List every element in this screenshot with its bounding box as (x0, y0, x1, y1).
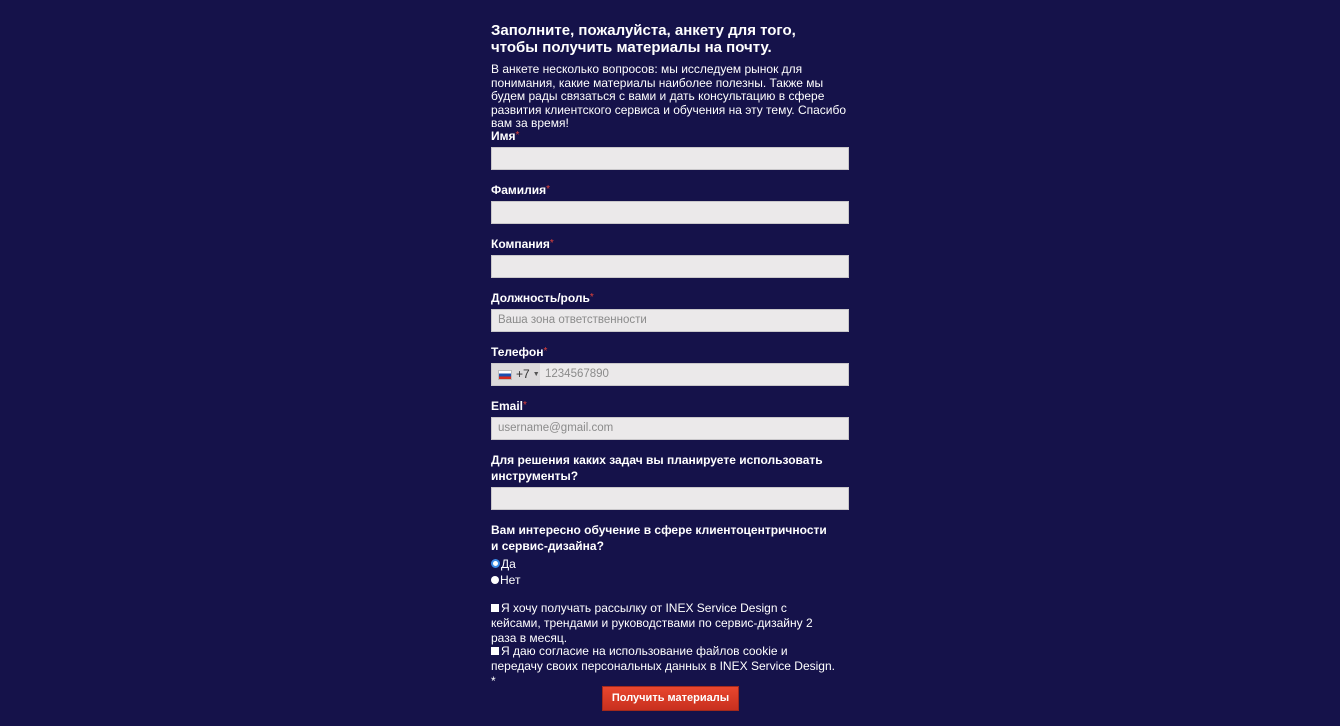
email-label: Email* (491, 399, 527, 413)
first-name-label: Имя* (491, 129, 520, 143)
radio-selected-icon[interactable] (491, 559, 500, 568)
consent-checkbox-row[interactable]: Я даю согласие на использование файлов cookie и передачу своих персональных данных в INEX Service Design. * (491, 644, 835, 688)
newsletter-checkbox-row[interactable]: Я хочу получать рассылку от INEX Service Design с кейсами, трендами и руководствами по сервис-дизайну 2 раза в месяц. (491, 601, 813, 645)
last-name-label: Фамилия* (491, 183, 551, 197)
phone-label: Телефон* (491, 345, 548, 359)
role-input[interactable]: Ваша зона ответственности (491, 309, 849, 332)
country-code-select[interactable]: +7 ▼ (492, 364, 540, 385)
phone-input[interactable] (491, 363, 849, 386)
company-label: Компания* (491, 237, 554, 251)
tasks-label: Для решения каких задач вы планируете использовать инструменты? (491, 453, 823, 483)
company-input[interactable] (491, 255, 849, 278)
form-title: Заполните, пожалуйста, анкету для того, чтобы получить материалы на почту. (491, 22, 796, 56)
signup-form (491, 22, 851, 704)
tasks-input[interactable] (491, 487, 849, 510)
training-question-label: Вам интересно обучение в сфере клиентоцентричности и сервис-дизайна? (491, 523, 827, 553)
email-input[interactable]: username@gmail.com (491, 417, 849, 440)
form-intro: В анкете несколько вопросов: мы исследуем рынок для понимания, какие материалы наиболее полезны. Также мы будем рады связаться с вами и дать консультацию в сфере развития клиентского сервиса и обучения на эту тему. Спасибо вам за время! (491, 62, 847, 130)
radio-icon[interactable] (491, 576, 499, 584)
role-label: Должность/роль* (491, 291, 594, 305)
caret-down-icon: ▼ (532, 371, 540, 378)
first-name-input[interactable] (491, 147, 849, 170)
radio-no[interactable]: Нет (491, 573, 520, 588)
phone-number-placeholder: 1234567890 (545, 368, 609, 380)
russia-flag-icon (498, 370, 512, 380)
radio-yes[interactable]: Да (491, 557, 516, 572)
last-name-input[interactable] (491, 201, 849, 224)
submit-button[interactable]: Получить материалы (602, 686, 739, 711)
newsletter-checkbox[interactable] (491, 604, 499, 612)
consent-checkbox[interactable] (491, 647, 499, 655)
